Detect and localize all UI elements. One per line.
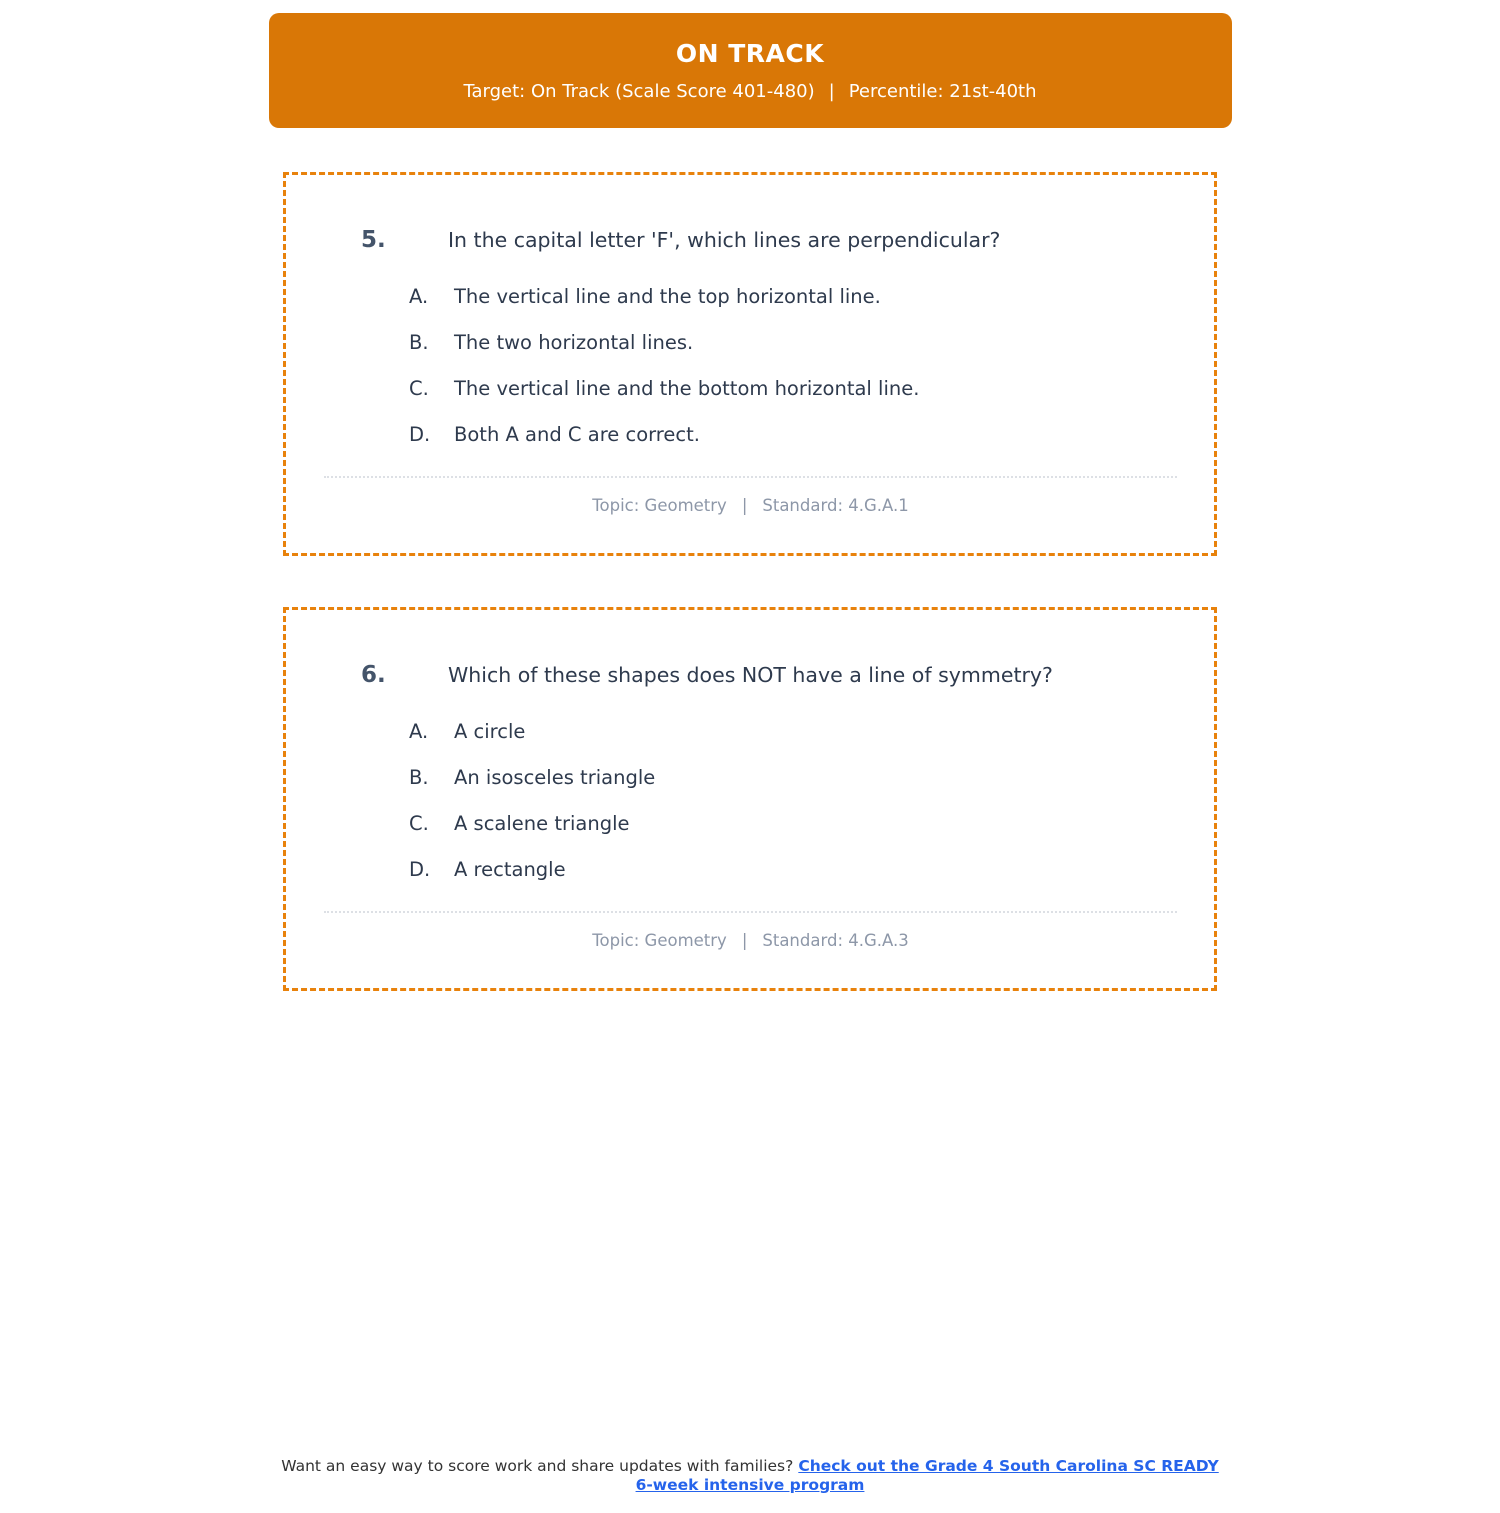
answer-option-a [322, 718, 1179, 745]
option-letter: A. [409, 720, 429, 743]
answer-option-c [322, 810, 1179, 837]
question-row [322, 227, 1179, 253]
dotted-divider [324, 476, 1177, 478]
question-meta [322, 496, 1179, 515]
question-text: Which of these shapes does NOT have a line of symmetry? [448, 663, 1053, 687]
option-letter: B. [409, 766, 429, 789]
answer-option-c [322, 375, 1179, 402]
standard-label: Standard: 4.G.A.1 [762, 496, 909, 515]
footer-text: Want an easy way to score work and share updates with families? [281, 1457, 794, 1475]
option-letter: D. [409, 423, 431, 446]
question-row [322, 662, 1179, 688]
dotted-divider [324, 911, 1177, 913]
answer-option-a [322, 283, 1179, 310]
option-letter: A. [409, 285, 429, 308]
meta-separator: | [741, 496, 748, 515]
option-letter: D. [409, 858, 431, 881]
option-letter: C. [409, 377, 429, 400]
question-number: 6. [361, 662, 386, 688]
question-card-5 [283, 172, 1217, 556]
topic-label: Topic: Geometry [592, 496, 727, 515]
option-text: The two horizontal lines. [454, 331, 694, 354]
answer-option-d [322, 856, 1179, 883]
banner-subtitle [463, 81, 1036, 102]
banner-target-label: Target: On Track (Scale Score 401-480) [463, 81, 815, 102]
answer-option-d [322, 421, 1179, 448]
option-text: A circle [454, 720, 526, 743]
answer-option-b [322, 764, 1179, 791]
option-text: The vertical line and the bottom horizontal line. [454, 377, 920, 400]
promo-link[interactable]: Check out the Grade 4 South Carolina SC READY 6-week intensive program [635, 1457, 1219, 1494]
question-card-6 [283, 607, 1217, 991]
option-text: A rectangle [454, 858, 566, 881]
meta-separator: | [741, 931, 748, 950]
question-meta [322, 931, 1179, 950]
option-text: Both A and C are correct. [454, 423, 700, 446]
score-band-banner [269, 13, 1232, 128]
option-text: The vertical line and the top horizontal line. [454, 285, 881, 308]
option-text: An isosceles triangle [454, 766, 656, 789]
standard-label: Standard: 4.G.A.3 [762, 931, 909, 950]
option-letter: C. [409, 812, 429, 835]
banner-title: ON TRACK [675, 39, 825, 68]
option-text: A scalene triangle [454, 812, 630, 835]
topic-label: Topic: Geometry [592, 931, 727, 950]
banner-separator: | [828, 81, 835, 102]
option-letter: B. [409, 331, 429, 354]
answer-option-b [322, 329, 1179, 356]
banner-percentile-label: Percentile: 21st-40th [848, 81, 1037, 102]
question-number: 5. [361, 227, 386, 253]
question-text: In the capital letter 'F', which lines are perpendicular? [448, 228, 1001, 252]
promo-footer [275, 1457, 1225, 1495]
